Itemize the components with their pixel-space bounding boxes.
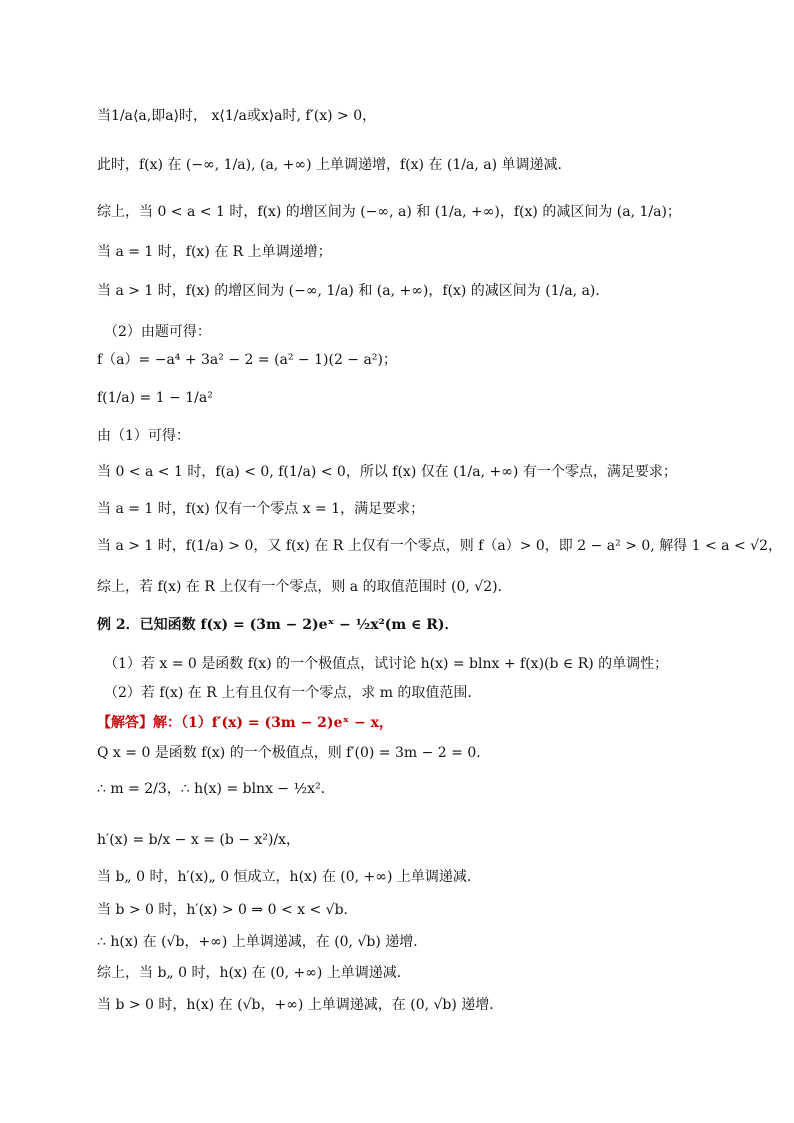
text-line-10: 当 0 < a < 1 时，f(a) < 0, f(1/a) < 0，所以 f(x) 仅在 (1/a, +∞) 有一个零点，满足要求；	[97, 464, 677, 480]
text-line-9: 由（1）可得：	[97, 428, 190, 444]
text-line-3: 综上，当 0 < a < 1 时，f(x) 的增区间为 (−∞, a) 和 (1/a, +∞)，f(x) 的减区间为 (a, 1/a)；	[97, 204, 681, 220]
text-line-5: 当 a > 1 时，f(x) 的增区间为 (−∞, 1/a) 和 (a, +∞)，f(x) 的减区间为 (1/a, a)．	[97, 283, 610, 299]
text-line-25: 当 b > 0 时，h(x) 在 (√b，+∞) 上单调递减，在 (0, √b) 递增．	[97, 997, 504, 1013]
text-line-15: （1）若 x = 0 是函数 f(x) 的一个极值点，试讨论 h(x) = blnx + f(x)(b ∈ R) 的单调性；	[104, 656, 669, 672]
text-line-23: ∴ h(x) 在 (√b，+∞) 上单调递减，在 (0, √b) 递增．	[97, 934, 428, 950]
text-line-7: f（a）= −a⁴ + 3a² − 2 = (a² − 1)(2 − a²)；	[97, 352, 397, 368]
text-line-20: h′(x) = b/x − x = (b − x²)/x，	[97, 832, 301, 848]
text-line-13: 综上，若 f(x) 在 R 上仅有一个零点，则 a 的取值范围时 (0, √2)．	[97, 579, 512, 595]
text-line-1: 当1/a⟨a,即a⟩时， x⟨1/a或x⟩a时, f′(x) > 0，	[97, 108, 377, 124]
text-line-6: （2）由题可得：	[104, 324, 211, 340]
example-heading: 例 2．已知函数 f(x) = (3m − 2)eˣ − ½x²(m ∈ R)．	[97, 617, 459, 633]
text-line-4: 当 a = 1 时，f(x) 在 R 上单调递增；	[97, 244, 332, 260]
text-line-2: 此时，f(x) 在 (−∞, 1/a), (a, +∞) 上单调递增，f(x) 在 (1/a, a) 单调递减．	[97, 157, 572, 173]
text-line-21: 当 b„ 0 时，h′(x)„ 0 恒成立，h(x) 在 (0, +∞) 上单调递减．	[97, 869, 481, 885]
text-line-19: ∴ m = 2/3，∴ h(x) = blnx − ½x²．	[97, 781, 335, 797]
text-line-12: 当 a > 1 时，f(1/a) > 0，又 f(x) 在 R 上仅有一个零点，则 f（a）> 0，即 2 − a² > 0, 解得 1 < a < √2，	[97, 538, 782, 554]
answer-heading: 【解答】解：（1）f′(x) = (3m − 2)eˣ − x，	[97, 715, 393, 731]
text-line-8: f(1/a) = 1 − 1/a²	[97, 390, 213, 406]
text-line-18: Q x = 0 是函数 f(x) 的一个极值点，则 f′(0) = 3m − 2 = 0．	[97, 745, 491, 761]
text-line-16: （2）若 f(x) 在 R 上有且仅有一个零点，求 m 的取值范围．	[104, 685, 482, 701]
text-line-11: 当 a = 1 时，f(x) 仅有一个零点 x = 1，满足要求；	[97, 501, 425, 517]
text-line-22: 当 b > 0 时，h′(x) > 0 ⇒ 0 < x < √b．	[97, 902, 358, 918]
text-line-24: 综上，当 b„ 0 时，h(x) 在 (0, +∞) 上单调递减．	[97, 965, 411, 981]
